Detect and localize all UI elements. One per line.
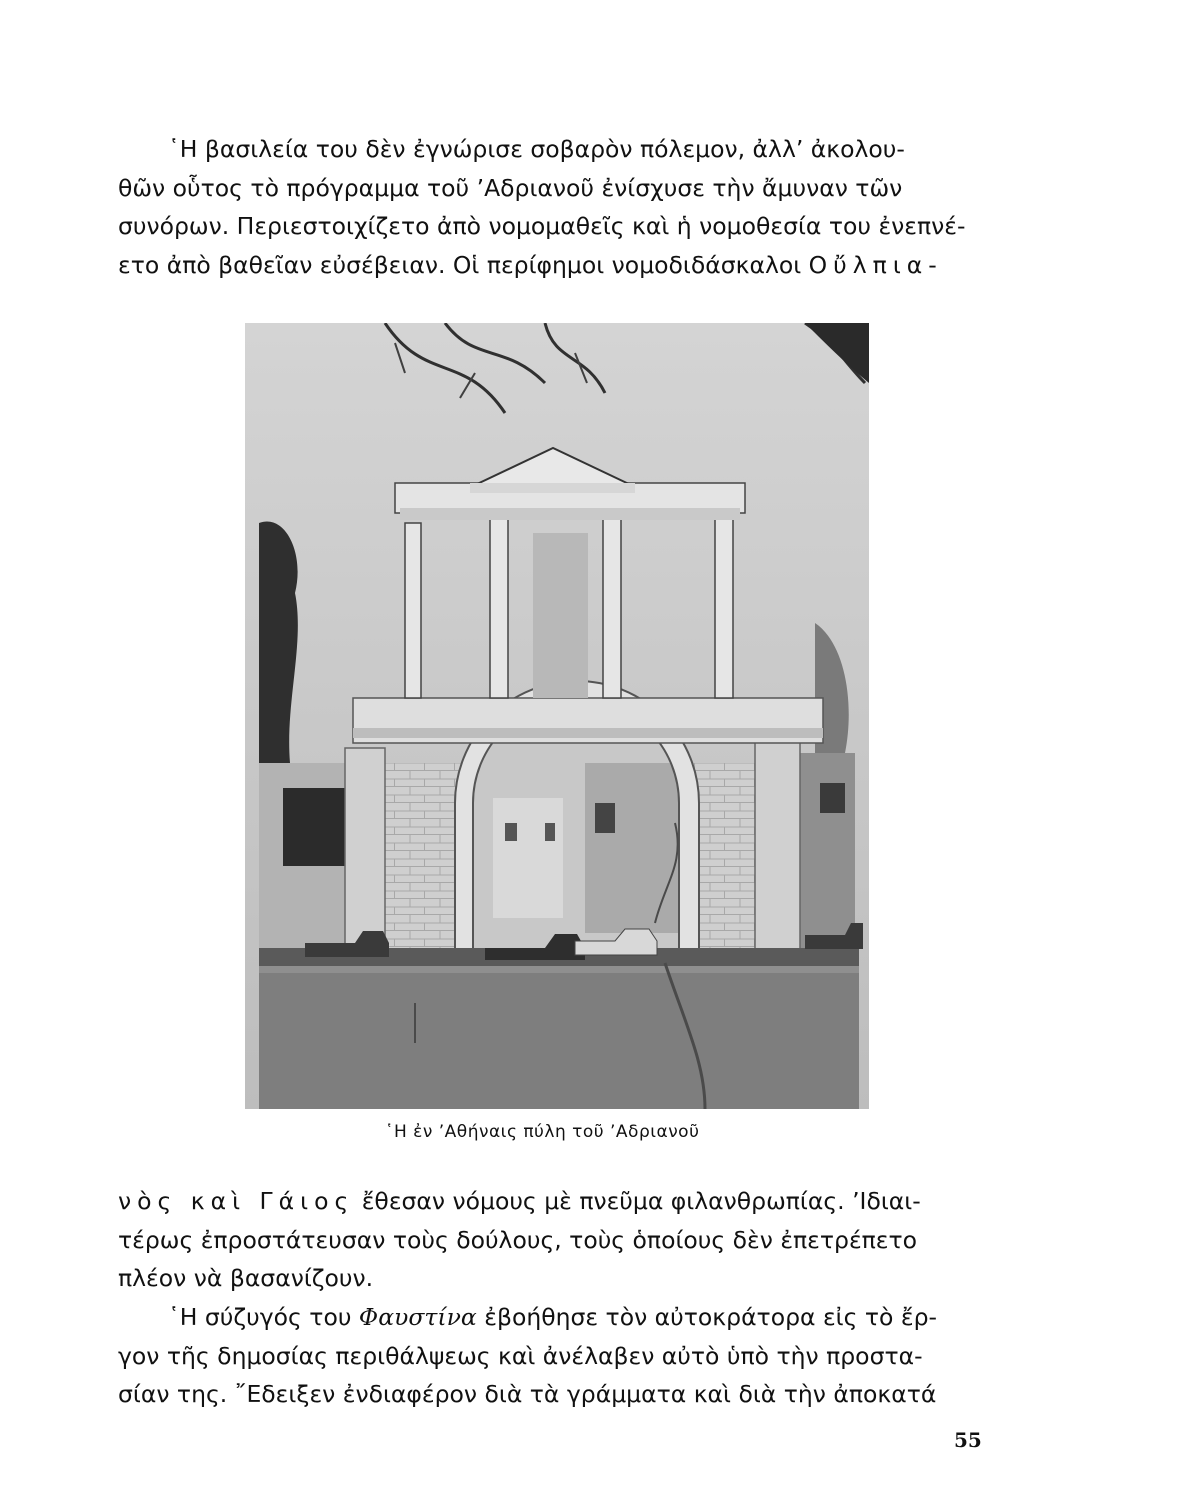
ulpianos-gaius-names: νὸς καὶ Γάιος (118, 1187, 355, 1215)
paragraph-3-line-1-rest: ἐβοήθησε τὸν αὐτοκράτορα εἰς τὸ ἔρ- (484, 1303, 937, 1331)
paragraph-2-line-1 (118, 1182, 1002, 1221)
hadrian-gate-photo (245, 323, 869, 1109)
paragraph-3-line-1 (118, 1298, 1002, 1337)
faustina-name: Φαυστίνα (358, 1303, 477, 1331)
paragraph-1-line-4 (118, 246, 1002, 285)
paragraph-1-line-2: θῶν οὗτος τὸ πρόγραμμα τοῦ ’Αδριανοῦ ἐνίσχυσε τὴν ἄμυναν τῶν (118, 173, 903, 202)
photo-caption: ῾Η ἐν ’Αθήναις πύλη τοῦ ’Αδριανοῦ (385, 1122, 700, 1142)
paragraph-1-line-1: ῾Η βασιλεία του δὲν ἐγνώρισε σοβαρὸν πόλεμον, ἀλλ’ ἀκολου- (168, 135, 905, 163)
paragraph-1 (118, 130, 1002, 284)
page-number: 55 (954, 1428, 982, 1452)
paragraph-2-line-2: τέρως ἐπροστάτευσαν τοὺς δούλους, τοὺς ὁποίους δὲν ἐπετρέπετο (118, 1225, 918, 1254)
ulpianos-name: Οὔλπια- (808, 250, 943, 279)
paragraph-1-line-3: συνόρων. Περιεστοιχίζετο ἀπὸ νομομαθεῖς καὶ ἡ νομοθεσία του ἐνεπνέ- (118, 212, 966, 240)
paragraph-3 (118, 1298, 1002, 1414)
paragraph-3-line-1-start: ῾Η σύζυγός του (168, 1303, 352, 1331)
paragraph-2-line-1-rest: ἔθεσαν νόμους μὲ πνεῦμα φιλανθρωπίας. ’Ιδιαι- (361, 1187, 921, 1215)
paragraph-3-line-2: γον τῆς δημοσίας περιθάλψεως καὶ ἀνέλαβεν αὐτὸ ὑπὸ τὴν προστα- (118, 1341, 923, 1370)
paragraph-1-line-4-text: ετο ἀπὸ βαθεῖαν εὐσέβειαν. Οἱ περίφημοι νομοδιδάσκαλοι (118, 250, 802, 279)
paragraph-2 (118, 1182, 1002, 1298)
paragraph-3-line-3: σίαν της. ῎Εδειξεν ἐνδιαφέρον διὰ τὰ γράμματα καὶ διὰ τὴν ἀποκατά (118, 1380, 937, 1408)
paragraph-2-line-3: πλέον νὰ βασανίζουν. (118, 1264, 374, 1292)
